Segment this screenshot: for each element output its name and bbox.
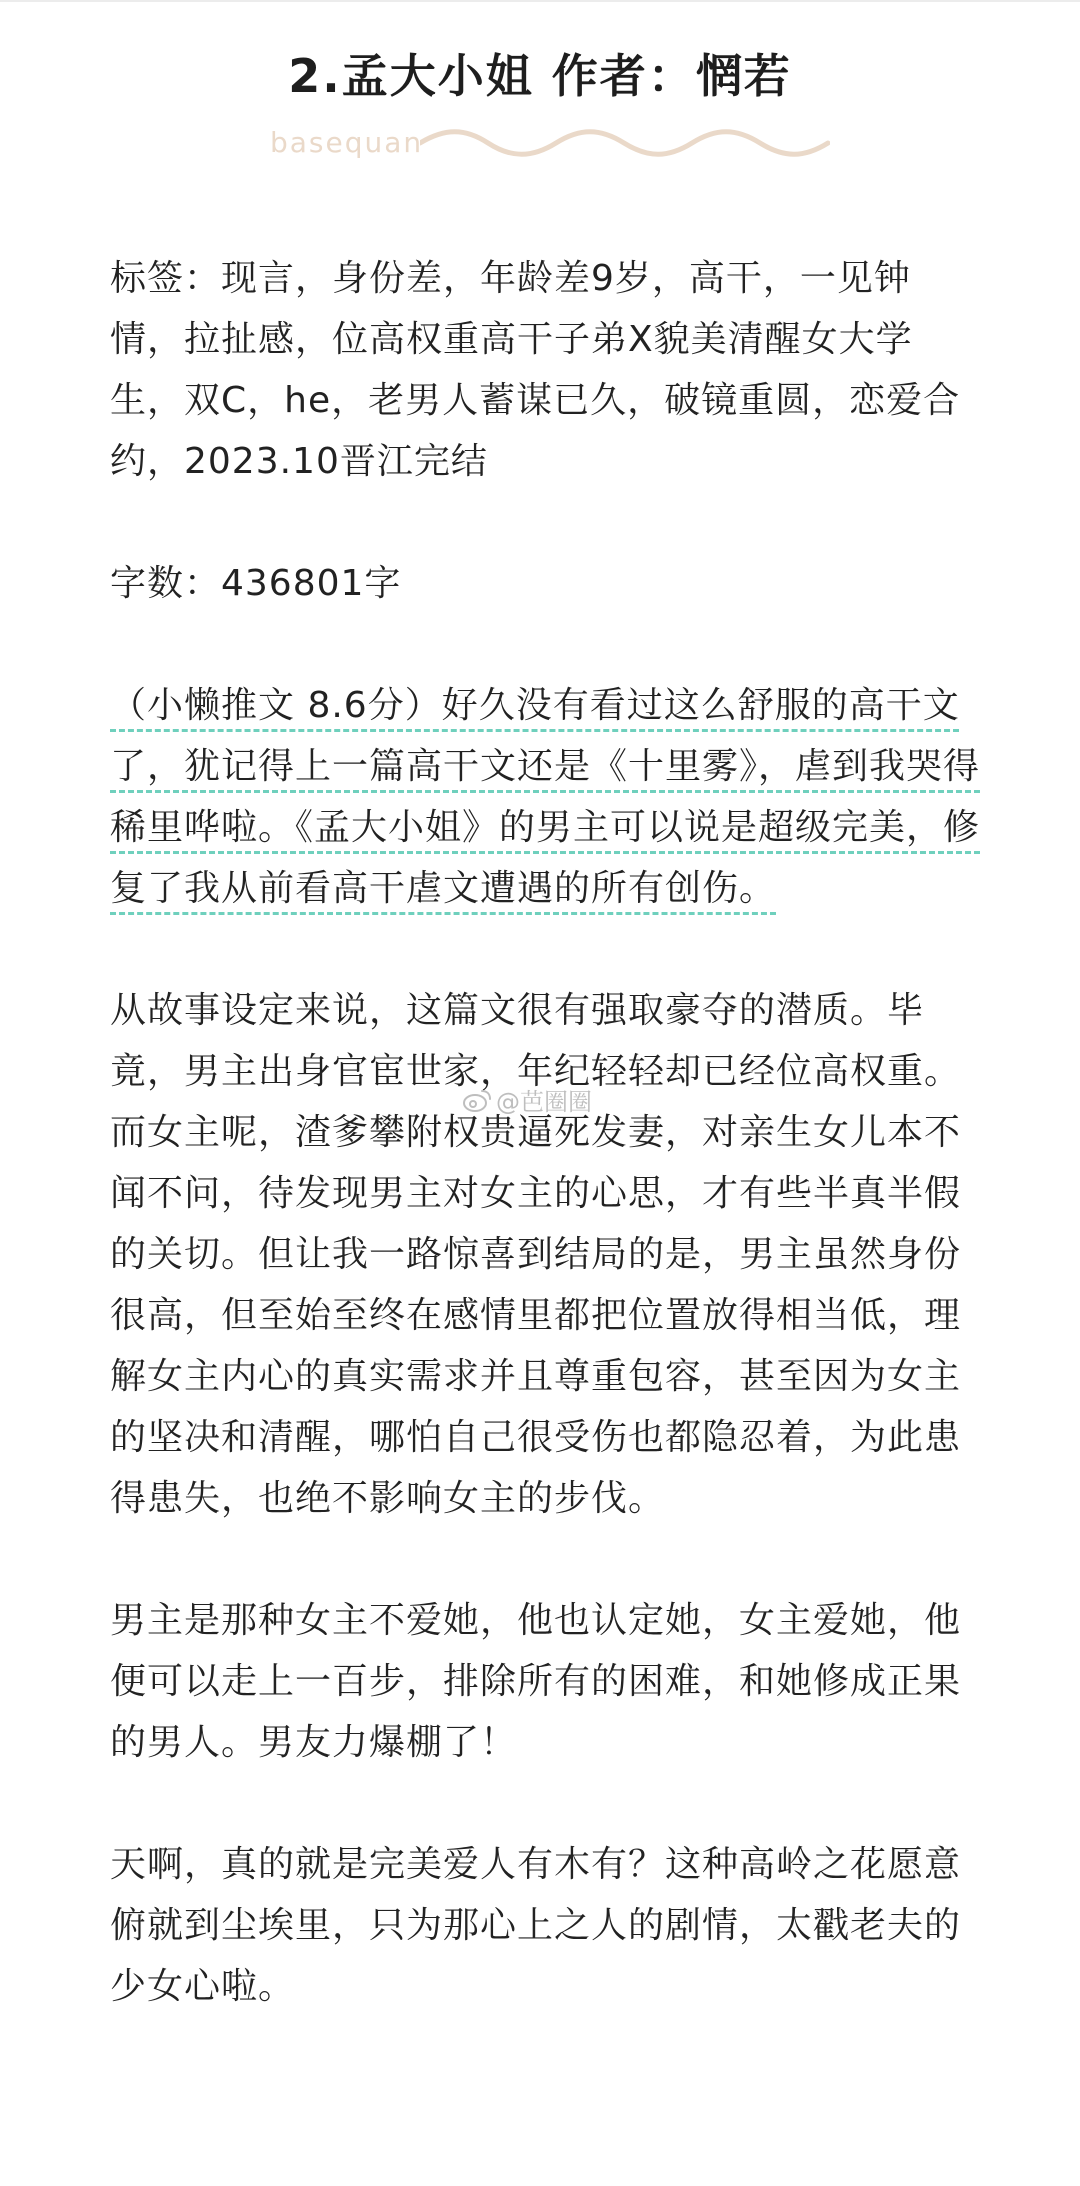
top-divider [0,0,1080,2]
quote-paragraph [110,675,982,919]
watermark [462,1082,592,1117]
word-count-paragraph: 字数：436801字 [110,563,402,604]
tags-paragraph: 标签：现言，身份差，年龄差9岁，高干，一见钟情，拉扯感，位高权重高干子弟X貌美清醒女大学生，双C，he，老男人蓄谋已久，破镜重圆，恋爱合约，2023.10晋江完结 [110,258,961,482]
article-body [110,248,982,2017]
brand-text: basequan [270,126,424,159]
page-title: 2.孟大小姐 作者：惘若 [288,49,792,103]
wave-ornament-icon [420,118,830,168]
quote-text: （小懒推文 8.6分）好久没有看过这么舒服的高干文了，犹记得上一篇高干文还是《十里雾》，虐到我哭得稀里哗啦。《孟大小姐》的男主可以说是超级完美，修复了我从前看高干虐文遭遇的所有创伤。 [110,685,981,909]
body-paragraph-setting: 从故事设定来说，这篇文很有强取豪夺的潜质。毕竟，男主出身官宦世家，年纪轻轻却已经位高权重。而女主呢，渣爹攀附权贵逼死发妻，对亲生女儿本不闻不问，待发现男主对女主的心思，才有些半真半假的关切。但让我一路惊喜到结局的是，男主虽然身份很高，但至始至终在感情里都把位置放得相当低，理解女主内心的真实需求并且尊重包容，甚至因为女主的坚决和清醒，哪怕自己很受伤也都隐忍着，为此患得患失，也绝不影响女主的步伐。 [110,990,962,1519]
body-paragraph-hero: 男主是那种女主不爱她，他也认定她，女主爱她，他便可以走上一百步，排除所有的困难，和她修成正果的男人。男友力爆棚了！ [110,1600,962,1763]
watermark-text: @芭圈圈 [496,1088,592,1116]
weibo-icon [462,1087,492,1113]
body-paragraph-closing: 天啊，真的就是完美爱人有木有？这种高岭之花愿意俯就到尘埃里，只为那心上之人的剧情，太戳老夫的少女心啦。 [110,1844,962,2007]
brand-ornament [270,118,830,168]
